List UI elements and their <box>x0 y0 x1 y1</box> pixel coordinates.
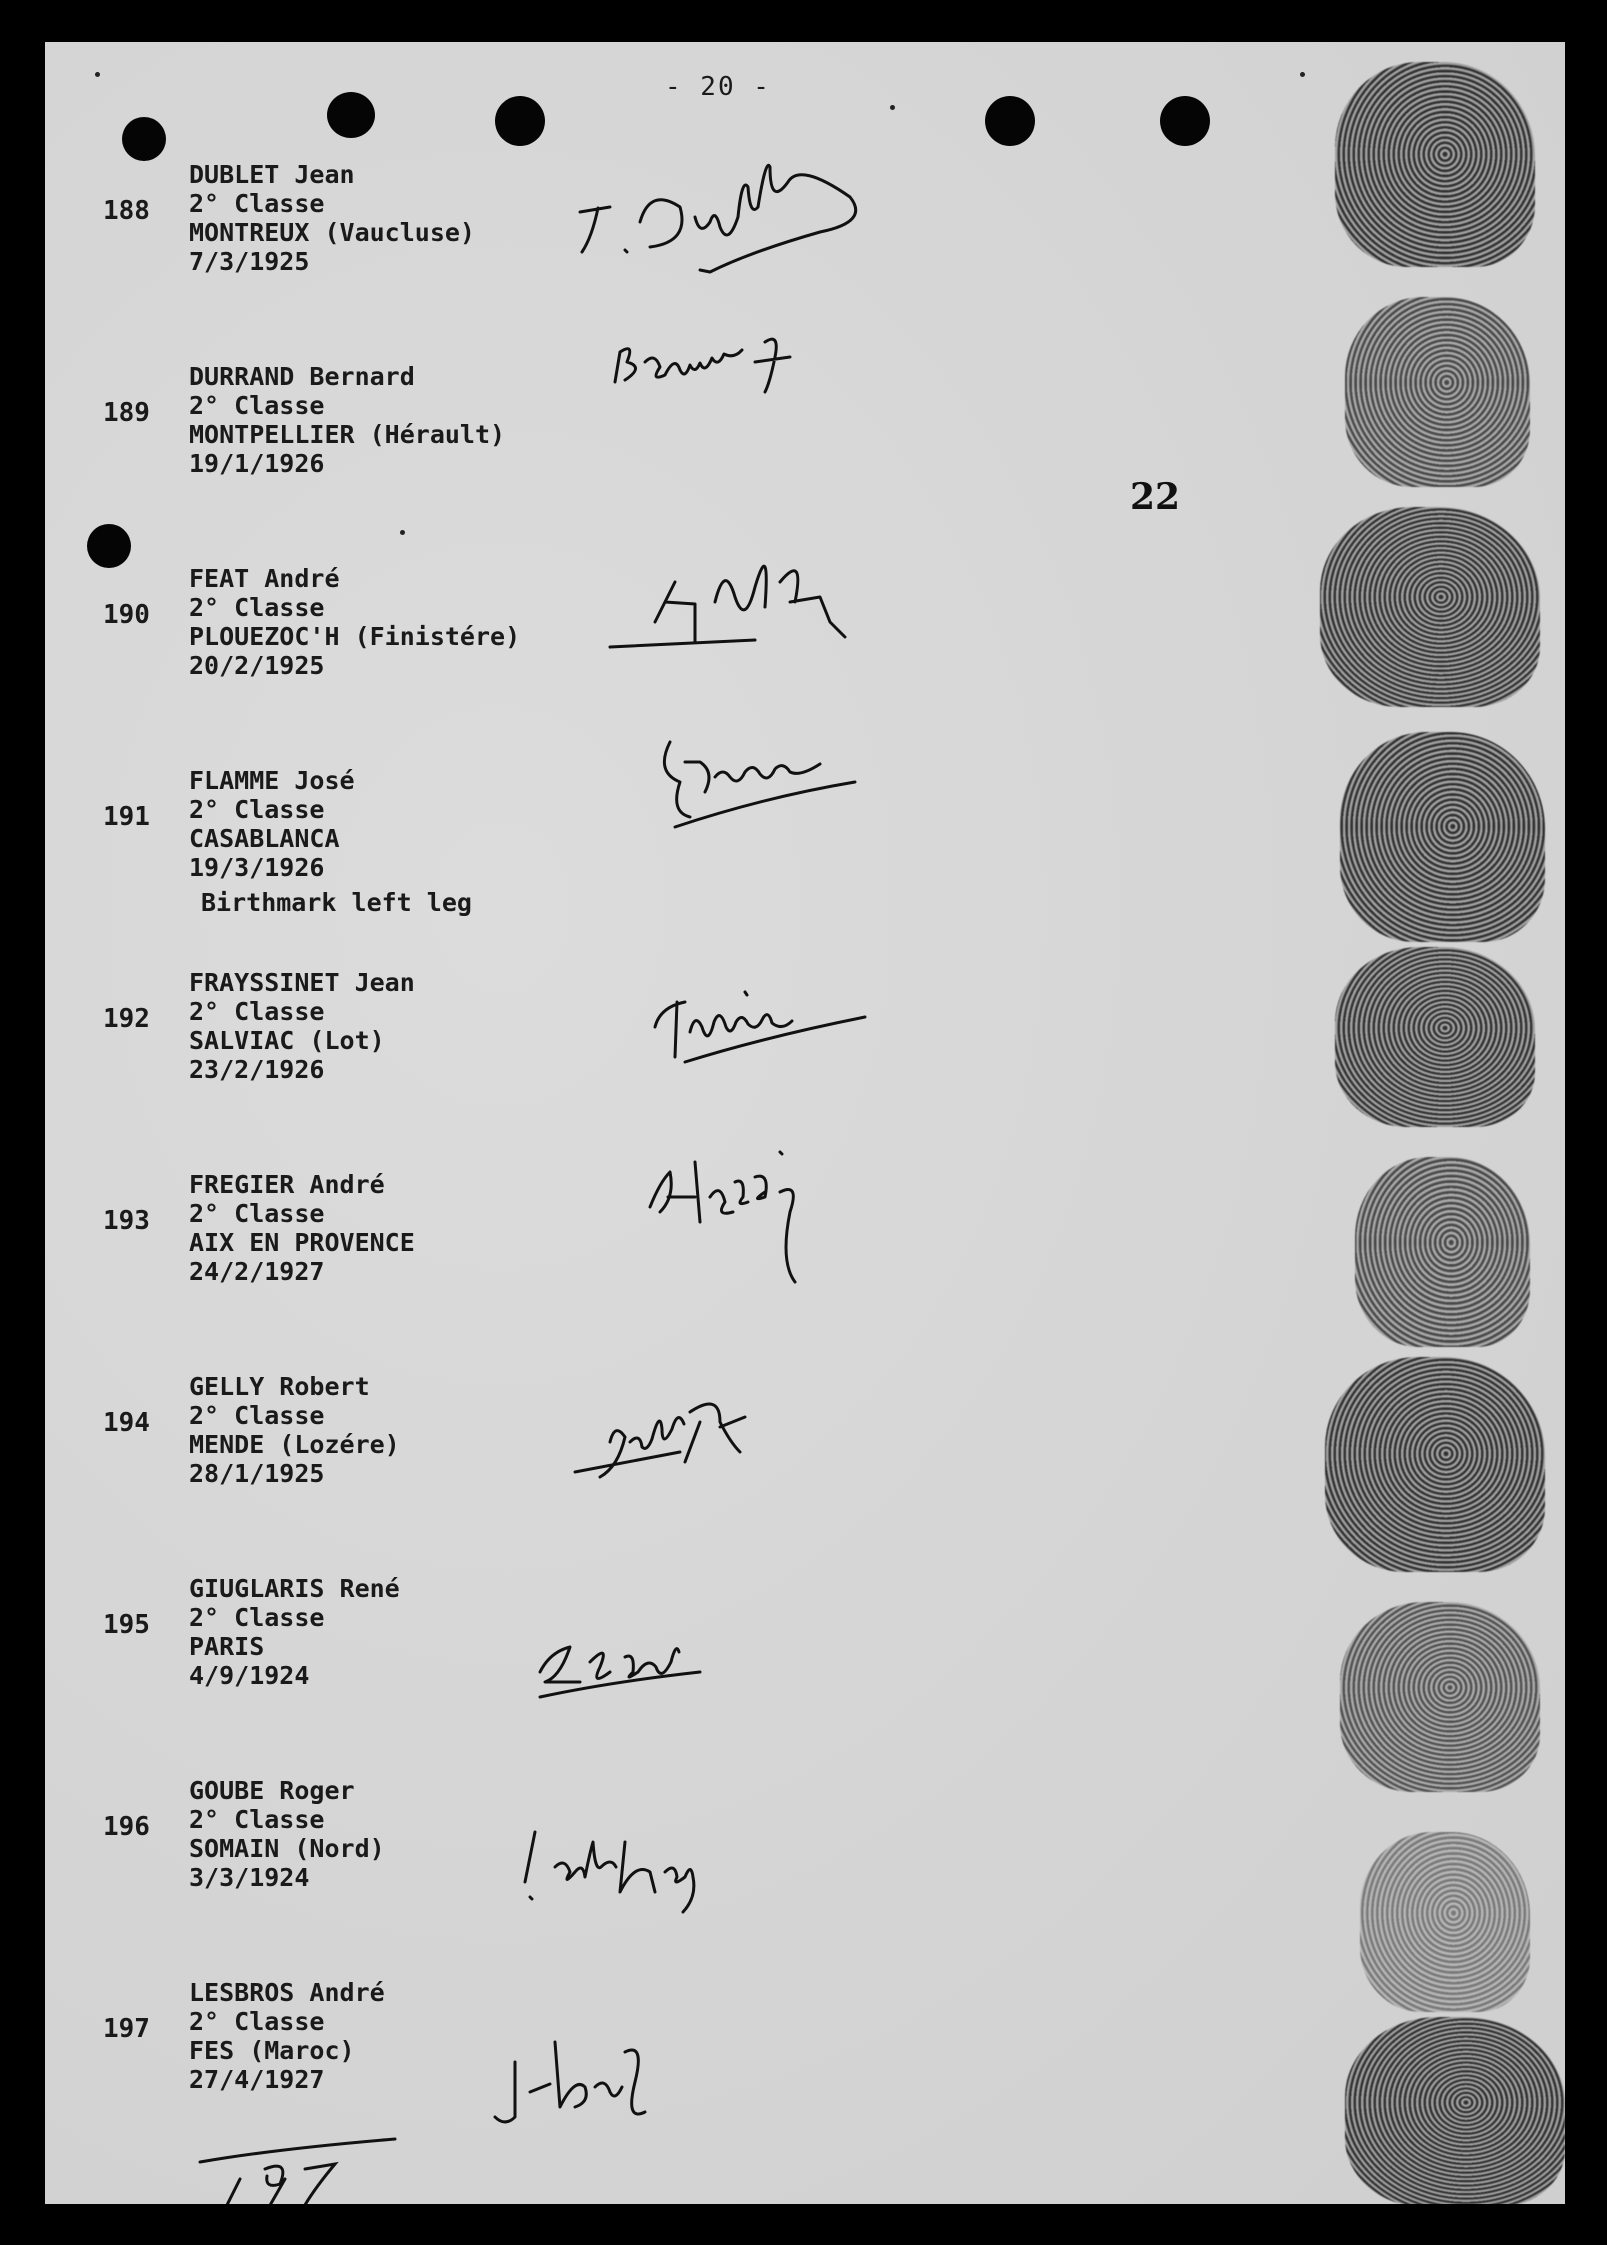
entry-birthdate: 27/4/1927 <box>189 2065 325 2094</box>
signature <box>570 1382 790 1497</box>
entry-birthdate: 7/3/1925 <box>189 247 310 276</box>
fingerprint <box>1335 62 1535 267</box>
entry-birthdate: 24/2/1927 <box>189 1257 325 1286</box>
fingerprint <box>1335 947 1535 1127</box>
handwritten-total <box>195 2134 415 2204</box>
entry-name: GELLY Robert <box>189 1372 370 1401</box>
signature <box>570 152 910 287</box>
fingerprint <box>1340 732 1545 942</box>
entry-birthplace: CASABLANCA <box>189 824 340 853</box>
stamp-number: 22 <box>1130 476 1181 518</box>
fingerprint <box>1345 2017 1565 2204</box>
document-page <box>45 42 1565 2204</box>
entry-name: FLAMME José <box>189 766 355 795</box>
entry-birthdate: 19/3/1926 <box>189 853 325 882</box>
punch-hole <box>1160 96 1210 146</box>
entry-birthplace: SOMAIN (Nord) <box>189 1834 385 1863</box>
entry-rank: 2° Classe <box>189 1401 325 1430</box>
punch-hole <box>985 96 1035 146</box>
entry-rank: 2° Classe <box>189 391 325 420</box>
fingerprint <box>1360 1832 1530 2012</box>
entry-number: 191 <box>103 802 150 832</box>
entry-birthplace: MONTREUX (Vaucluse) <box>189 218 475 247</box>
signature <box>640 1142 860 1307</box>
entry-birthdate: 23/2/1926 <box>189 1055 325 1084</box>
entry-birthdate: 28/1/1925 <box>189 1459 325 1488</box>
punch-hole <box>495 96 545 146</box>
fingerprint <box>1325 1357 1545 1572</box>
entry-number: 188 <box>103 196 150 226</box>
entry-birthplace: PLOUEZOC'H (Finistére) <box>189 622 521 651</box>
entry-number: 194 <box>103 1408 150 1438</box>
fingerprint <box>1340 1602 1540 1792</box>
entry-note: Birthmark left leg <box>201 888 472 917</box>
fingerprint <box>1320 507 1540 707</box>
punch-hole <box>327 92 375 138</box>
entry-rank: 2° Classe <box>189 795 325 824</box>
entry-number: 190 <box>103 600 150 630</box>
entry-birthdate: 3/3/1924 <box>189 1863 310 1892</box>
entry-name: LESBROS André <box>189 1978 385 2007</box>
entry-name: GIUGLARIS René <box>189 1574 400 1603</box>
entry-birthplace: MONTPELLIER (Hérault) <box>189 420 506 449</box>
entry-rank: 2° Classe <box>189 189 325 218</box>
entry-birthplace: PARIS <box>189 1632 265 1661</box>
punch-hole <box>122 117 166 161</box>
signature <box>485 1812 745 1927</box>
entry-birthplace: AIX EN PROVENCE <box>189 1228 415 1257</box>
entry-number: 196 <box>103 1812 150 1842</box>
entry-name: FRAYSSINET Jean <box>189 968 415 997</box>
fingerprint <box>1345 297 1530 487</box>
speck <box>95 72 100 77</box>
entry-birthplace: FES (Maroc) <box>189 2036 355 2065</box>
entry-birthdate: 19/1/1926 <box>189 449 325 478</box>
entry-number: 197 <box>103 2014 150 2044</box>
entry-rank: 2° Classe <box>189 1603 325 1632</box>
signature <box>605 542 905 667</box>
fingerprint-column <box>1275 42 1565 2204</box>
signature <box>605 322 865 407</box>
entry-name: GOUBE Roger <box>189 1776 355 1805</box>
entry-name: DUBLET Jean <box>189 160 355 189</box>
entry-birthplace: SALVIAC (Lot) <box>189 1026 385 1055</box>
entry-number: 192 <box>103 1004 150 1034</box>
signature <box>530 1602 730 1717</box>
entry-birthdate: 4/9/1924 <box>189 1661 310 1690</box>
entry-name: FEAT André <box>189 564 340 593</box>
entry-rank: 2° Classe <box>189 2007 325 2036</box>
entry-birthdate: 20/2/1925 <box>189 651 325 680</box>
speck <box>890 105 895 110</box>
signature <box>645 977 885 1082</box>
fingerprint <box>1355 1157 1530 1347</box>
entry-rank: 2° Classe <box>189 1805 325 1834</box>
entry-rank: 2° Classe <box>189 593 325 622</box>
signature <box>475 2022 695 2137</box>
entry-number: 189 <box>103 398 150 428</box>
entry-birthplace: MENDE (Lozére) <box>189 1430 400 1459</box>
entry-number: 195 <box>103 1610 150 1640</box>
entry-rank: 2° Classe <box>189 1199 325 1228</box>
entry-name: DURRAND Bernard <box>189 362 415 391</box>
entry-number: 193 <box>103 1206 150 1236</box>
page-number: - 20 - <box>665 72 771 102</box>
entry-name: FREGIER André <box>189 1170 385 1199</box>
signature <box>645 722 905 847</box>
entry-rank: 2° Classe <box>189 997 325 1026</box>
